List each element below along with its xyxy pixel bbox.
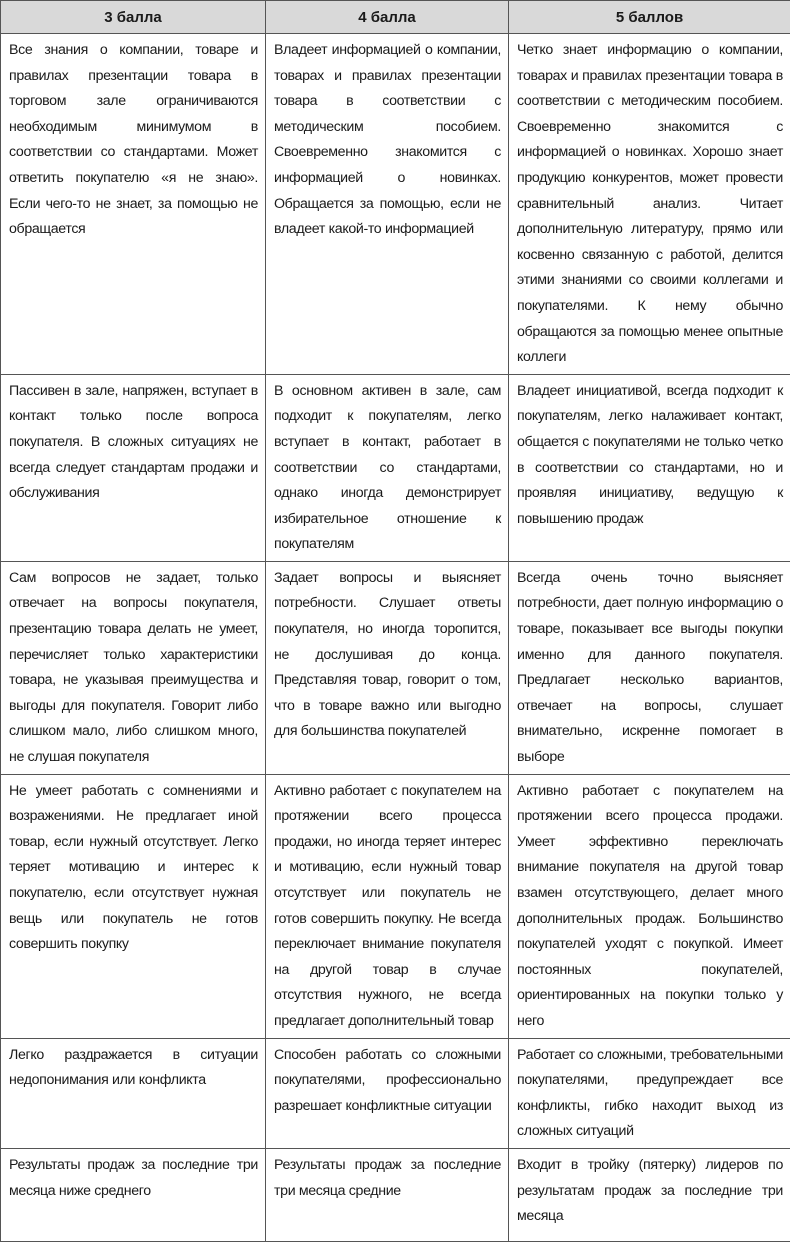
table-row xyxy=(1,561,790,774)
header-3-points: 3 балла xyxy=(1,1,266,34)
cell-3-points: Легко раздражается в ситуации недопонимания или конфликта xyxy=(1,1038,266,1148)
table-row xyxy=(1,34,790,375)
table-row xyxy=(1,1038,790,1148)
cell-3-points: Результаты продаж за последние три месяца ниже среднего xyxy=(1,1148,266,1241)
table-row xyxy=(1,374,790,561)
cell-4-points: Задает вопросы и выясняет потребности. Слушает ответы покупателя, но иногда торопится, не дослушивая до конца. Представляя товар, говорит о том, что в товаре важно или выгодно для большинства покупателей xyxy=(266,561,509,774)
cell-5-points: Всегда очень точно выясняет потребности, дает полную информацию о товаре, показывает все выгоды покупки именно для данного покупателя. Предлагает несколько вариантов, отвечает на вопросы, слушает внимательно, искренне помогает в выборе xyxy=(509,561,790,774)
table-row xyxy=(1,1148,790,1241)
cell-3-points: Пассивен в зале, напряжен, вступает в контакт только после вопроса покупателя. В сложных ситуациях не всегда следует стандартам продажи и обслуживания xyxy=(1,374,266,561)
header-row xyxy=(1,1,790,34)
table-row xyxy=(1,774,790,1038)
cell-3-points: Сам вопросов не задает, только отвечает на вопросы покупателя, презентацию товара делать не умеет, перечисляет только характеристики товара, не указывая преимущества и выгоды для покупателя. Говорит либо слишком мало, либо слишком много, не слушая покупателя xyxy=(1,561,266,774)
cell-3-points: Не умеет работать с сомнениями и возражениями. Не предлагает иной товар, если нужный отсутствует. Легко теряет мотивацию и интерес к покупателю, если отсутствует нужная вещь или покупатель не готов совершить покупку xyxy=(1,774,266,1038)
cell-4-points: Активно работает с покупателем на протяжении всего процесса продажи, но иногда теряет интерес и мотивацию, если нужный товар отсутствует или покупатель не готов совершить покупку. Не всегда переключает внимание покупателя на другой товар в случае отсутствия нужного, не всегда предлагает дополнительный товар xyxy=(266,774,509,1038)
cell-4-points: В основном активен в зале, сам подходит к покупателям, легко вступает в контакт, работает в соответствии со стандартами, однако иногда демонстрирует избирательное отношение к покупателям xyxy=(266,374,509,561)
cell-5-points: Входит в тройку (пятерку) лидеров по результатам продаж за последние три месяца xyxy=(509,1148,790,1241)
cell-5-points: Владеет инициативой, всегда подходит к покупателям, легко налаживает контакт, общается с покупателями не только четко в соответствии со стандартами, но и проявляя инициативу, ведущую к повышению продаж xyxy=(509,374,790,561)
cell-3-points: Все знания о компании, товаре и правилах презентации товара в торговом зале ограничиваются необходимым минимумом в соответствии со стандартами. Может ответить покупателю «я не знаю». Если чего-то не знает, за помощью не обращается xyxy=(1,34,266,375)
cell-5-points: Четко знает информацию о компании, товарах и правилах презентации товара в соответствии с методическим пособием. Своевременно знакомится с информацией о новинках. Хорошо знает продукцию конкурентов, может провести сравнительный анализ. Читает дополнительную литературу, прямо или косвенно связанную с работой, делится этими знаниями со своими коллегами и покупателями. К нему обычно обращаются за помощью менее опытные коллеги xyxy=(509,34,790,375)
header-5-points: 5 баллов xyxy=(509,1,790,34)
cell-4-points: Результаты продаж за последние три месяца средние xyxy=(266,1148,509,1241)
cell-4-points: Способен работать со сложными покупателями, профессионально разрешает конфликтные ситуации xyxy=(266,1038,509,1148)
cell-5-points: Активно работает с покупателем на протяжении всего процесса продажи. Умеет эффективно переключать внимание покупателя на другой товар взамен отсутствующего, делает много дополнительных продаж. Большинство покупателей уходят с покупкой. Имеет постоянных покупателей, ориентированных на покупки только у него xyxy=(509,774,790,1038)
header-4-points: 4 балла xyxy=(266,1,509,34)
cell-4-points: Владеет информацией о компании, товарах и правилах презентации товара в соответствии с методическим пособием. Своевременно знакомится с информацией о новинках. Обращается за помощью, если не владеет какой-то информацией xyxy=(266,34,509,375)
cell-5-points: Работает со сложными, требовательными покупателями, предупреждает все конфликты, гибко находит выход из сложных ситуаций xyxy=(509,1038,790,1148)
